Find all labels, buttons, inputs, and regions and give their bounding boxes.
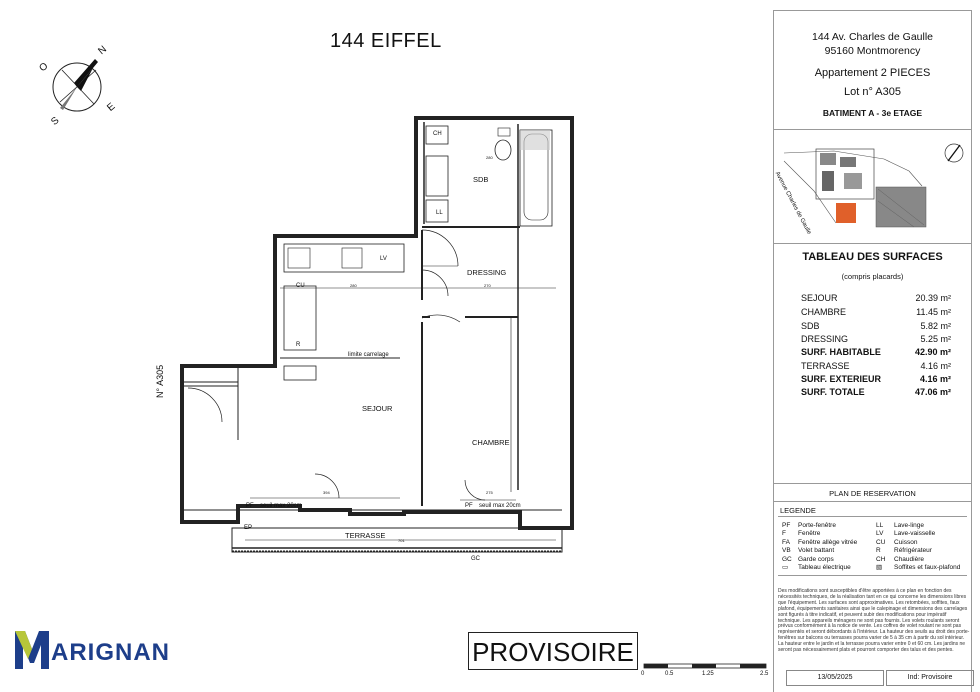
room-terrasse-label: TERRASSE — [345, 531, 386, 540]
lot-label: N° A305 — [155, 364, 165, 398]
surface-row: SEJOUR 20.39 m² — [801, 293, 951, 303]
compass-n-label: N — [96, 43, 109, 58]
fixture-ll-label: LL — [436, 210, 443, 216]
legend-right-codes: LL LV CU R CH ▧ — [876, 522, 886, 572]
marignan-logo — [15, 625, 185, 675]
fixture-lv-label: LV — [380, 256, 387, 262]
compass-e-label: E — [105, 101, 118, 114]
pf-right-label: PF — [465, 503, 473, 509]
dim-label: 275 — [486, 490, 493, 495]
plan-title: PLAN DE RESERVATION — [829, 489, 916, 498]
fixture-r-label: R — [296, 342, 301, 348]
scale-label: 1.25 — [702, 671, 714, 677]
fixture-cu-label: CU — [296, 283, 305, 289]
room-sejour-label: SEJOUR — [362, 404, 393, 413]
scale-label: 0.5 — [665, 671, 674, 677]
surface-row: SDB 5.82 m² — [801, 321, 951, 331]
dim-label: 394 — [323, 490, 330, 495]
fixture-ep-label: EP — [244, 525, 253, 531]
room-sdb-label: SDB — [473, 175, 489, 184]
dim-label: 280 — [350, 283, 357, 288]
surface-row: SURF. TOTALE 47.06 m² — [801, 387, 951, 397]
dim-label: 701 — [398, 538, 405, 543]
address-line2: 95160 Montmorency — [824, 45, 921, 57]
surface-row: TERRASSE 4.16 m² — [801, 361, 951, 371]
dim-label: 270 — [484, 283, 491, 288]
page-title: 144 EIFFEL — [330, 30, 442, 52]
scale-label: 0 — [641, 671, 645, 677]
surface-row: DRESSING 5.25 m² — [801, 334, 951, 344]
apartment-type: Appartement 2 PIECES — [814, 67, 931, 79]
pf-left-label: PF — [246, 503, 254, 509]
apartment-building: BATIMENT A - 3e ETAGE — [822, 108, 923, 118]
surface-row: SURF. EXTERIEUR 4.16 m² — [801, 374, 951, 384]
seuil-left-label: seuil max 20cm — [260, 503, 302, 509]
surfaces-subtitle: (compris placards) — [841, 272, 904, 281]
surface-row: CHAMBRE 11.45 m² — [801, 307, 951, 317]
seuil-right-label: seuil max 20cm — [479, 503, 521, 509]
compass-o-label: O — [37, 60, 51, 75]
legend-title: LEGENDE — [780, 506, 816, 515]
logo-mark-icon — [15, 629, 49, 671]
fixture-ch-label: CH — [433, 131, 442, 137]
surface-row: SURF. HABITABLE 42.90 m² — [801, 347, 951, 357]
legend-right-texts: Lave-linge Lave-vaisselle Cuisson Réfrigérateur Chaudière Soffites et faux-plafond — [894, 522, 961, 572]
footer-date: 13/05/2025 — [786, 670, 884, 686]
apartment-lot: Lot n° A305 — [843, 86, 901, 98]
legend-left-codes: PF F FA VB GC ▭ — [782, 522, 792, 572]
fixture-gc-label: GC — [471, 556, 480, 562]
scale-label: 2.5 — [760, 671, 769, 677]
room-dressing-label: DRESSING — [467, 268, 507, 277]
footer-ind: Ind: Provisoire — [886, 670, 974, 686]
limite-carrelage-label: limite carrelage — [348, 352, 389, 358]
legend-left-texts: Porte-fenêtre Fenêtre Fenêtre allège vitrée Volet battant Garde corps Tableau électrique — [798, 522, 858, 572]
info-panel — [773, 10, 972, 692]
street-label: Avenue Charles de Gaulle — [773, 171, 812, 236]
room-chambre-label: CHAMBRE — [472, 438, 510, 447]
surfaces-title: TABLEAU DES SURFACES — [802, 251, 943, 263]
compass-icon — [30, 42, 125, 132]
dim-label: 280 — [486, 155, 493, 160]
logo-text: ARIGNAN — [51, 639, 170, 666]
provisoire-stamp: PROVISOIRE — [468, 632, 638, 670]
disclaimer-text: Des modifications sont susceptibles d'être apportées à ce plan en fonction des nécessités techniques, de la réalisation tant en ce qui concerne les dimensions libres que l'équipement. Les surfaces sont approximatives. Les retombées, soffites, faux plafond, équipements sanitaires ainsi que le calepinage et dimensions des carrelages sont figurés à titre indicatif, et peuvent subir des modifications pour impératif technique. Les appareils ménagers ne sont pas fournis. Les volets roulants seront prévus conformément à la notice de vente. Les coffres de volet roulant ne sont pas représentés et seront débordants à l'intérieur. La hauteur des seuils au droit des porte-fenêtres sur balcons ou terrasses pourra varier de 5 à 35 cm à partir du sol intérieur. La hauteur entre le jardin et la terrasse pourra varier entre 0 et 60 cm. Les jardins ne seront pas nécessairement plats et pourront comporter des talus et des pentes. — [778, 588, 970, 654]
compass-s-label: S — [49, 115, 62, 128]
address-line1: 144 Av. Charles de Gaulle — [811, 31, 934, 43]
